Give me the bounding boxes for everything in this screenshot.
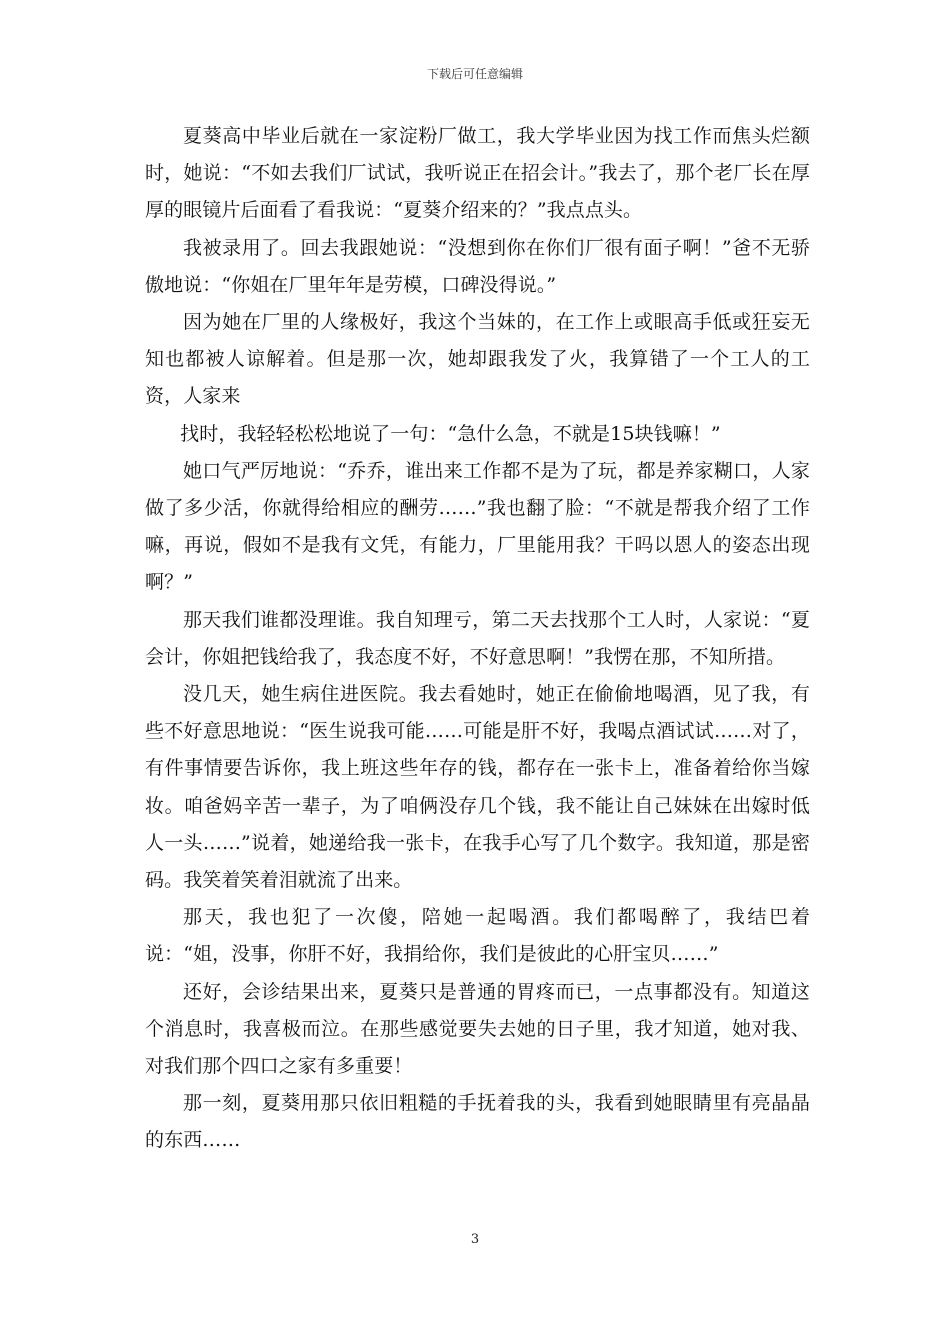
- paragraph-9: 还好，会诊结果出来，夏葵只是普通的胃疼而已，一点事都没有。知道这个消息时，我喜极而泣。在那些感觉要失去她的日子里，我才知道，她对我、对我们那个四口之家有多重要！: [145, 980, 810, 1078]
- paragraph-10: 那一刻，夏葵用那只依旧粗糙的手抚着我的头，我看到她眼睛里有亮晶晶的东西……: [145, 1092, 810, 1152]
- paragraph-2: 我被录用了。回去我跟她说：“没想到你在你们厂很有面子啊！”爸不无骄傲地说：“你姐在厂里年年是劳模，口碑没得说。”: [145, 236, 810, 296]
- paragraph-7: 没几天，她生病住进医院。我去看她时，她正在偷偷地喝酒，见了我，有些不好意思地说：“医生说我可能……可能是肝不好，我喝点酒试试……对了，有件事情要告诉你，我上班这些年存的钱，都存在一张卡上，准备着给你当嫁妆。咱爸妈辛苦一辈子，为了咱俩没存几个钱，我不能让自己妹妹在出嫁时低人一头……”说着，她递给我一张卡，在我手心写了几个数字。我知道，那是密码。我笑着笑着泪就流了出来。: [145, 683, 810, 892]
- paragraph-8: 那天，我也犯了一次傻，陪她一起喝酒。我们都喝醉了，我结巴着说：“姐，没事，你肝不好，我捐给你，我们是彼此的心肝宝贝……”: [145, 906, 810, 966]
- paragraph-6: 那天我们谁都没理谁。我自知理亏，第二天去找那个工人时，人家说：“夏会计，你姐把钱给我了，我态度不好，不好意思啊！”我愣在那，不知所措。: [145, 608, 810, 668]
- page-number: 3: [470, 1232, 480, 1247]
- paragraph-4: 找时，我轻轻松松地说了一句：“急什么急，不就是15块钱嘛！”: [180, 422, 721, 445]
- paragraph-5: 她口气严厉地说：“乔乔，谁出来工作都不是为了玩，都是养家糊口，人家做了多少活，你就得给相应的酬劳……”我也翻了脸：“不就是帮我介绍了工作嘛，再说，假如不是我有文凭，有能力，厂里能用我？干吗以恩人的姿态出现啊？”: [145, 459, 810, 594]
- paragraph-1: 夏葵高中毕业后就在一家淀粉厂做工，我大学毕业因为找工作而焦头烂额时，她说：“不如去我们厂试试，我听说正在招会计。”我去了，那个老厂长在厚厚的眼镜片后面看了看我说：“夏葵介绍来的？”我点点头。: [145, 125, 810, 222]
- document-body: [145, 118, 810, 1160]
- paragraph-3: 因为她在厂里的人缘极好，我这个当妹的，在工作上或眼高手低或狂妄无知也都被人谅解着。但是那一次，她却跟我发了火，我算错了一个工人的工资，人家来: [145, 311, 810, 408]
- page-header: 下载后可任意编辑: [426, 67, 523, 81]
